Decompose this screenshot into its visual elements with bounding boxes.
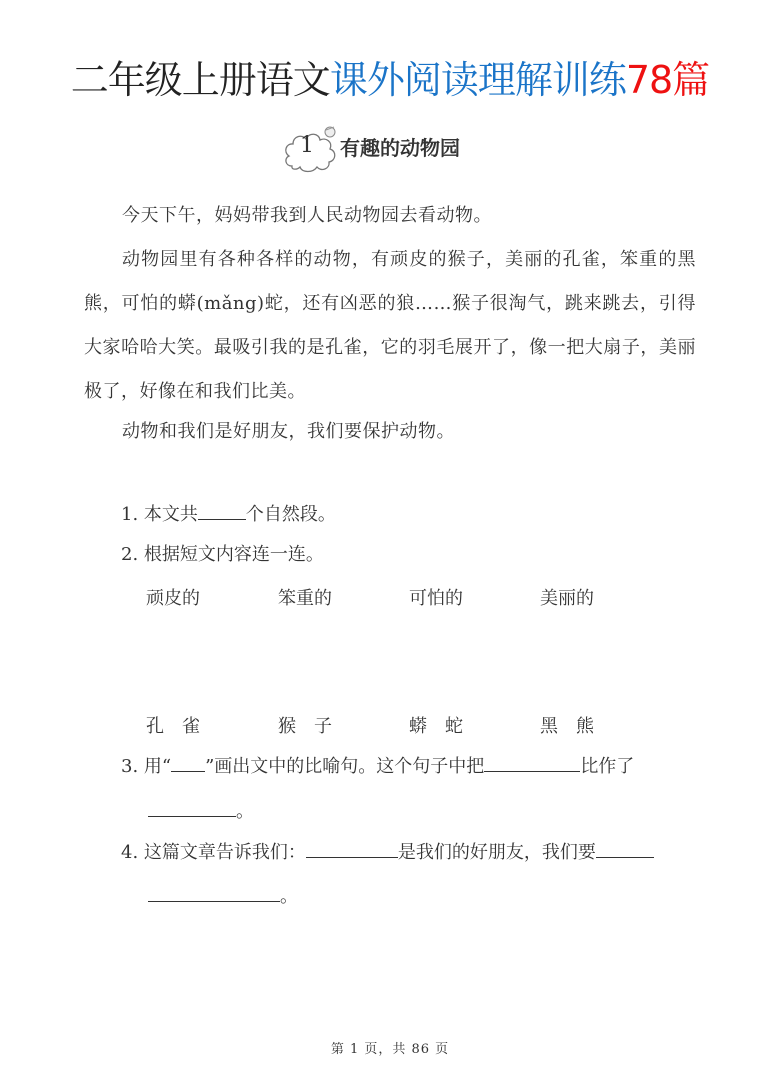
- title-grade: 二年级上册语文: [70, 58, 330, 102]
- question-4: 4. 这篇文章告诉我们： 是我们的好朋友，我们要: [121, 838, 654, 868]
- passage-paragraph-3: 动物和我们是好朋友，我们要保护动物。: [122, 421, 455, 442]
- title-subject: 课外阅读理解训练: [329, 58, 626, 102]
- adjective-2[interactable]: 笨重的: [278, 588, 332, 609]
- lesson-number: 1: [300, 133, 314, 158]
- question-1: 1. 本文共 个自然段。: [121, 500, 336, 530]
- answer-blank-should-do[interactable]: [596, 839, 654, 858]
- adjective-1[interactable]: 顽皮的: [146, 588, 200, 609]
- answer-blank-compared-thing[interactable]: [484, 753, 580, 772]
- animal-4[interactable]: 黑 熊: [540, 716, 594, 737]
- adjective-3[interactable]: 可怕的: [409, 588, 463, 609]
- cloud-badge-icon: [282, 122, 338, 170]
- animal-2[interactable]: 猴 子: [278, 716, 332, 737]
- title-count: 78篇: [625, 58, 710, 102]
- animal-3[interactable]: 蟒 蛇: [409, 716, 463, 737]
- answer-blank-should-do-continued[interactable]: [148, 883, 280, 902]
- answer-blank-friends[interactable]: [306, 839, 398, 858]
- answer-blank-compared-to[interactable]: [148, 798, 236, 817]
- document-title: [0, 55, 780, 105]
- passage-paragraph-2: 动物园里有各种各样的动物，有顽皮的猴子，美丽的孔雀，笨重的黑熊，可怕的蟒(mǎng)蛇，还有凶恶的狼……猴子很淘气，跳来跳去，引得大家哈哈大笑。最吸引我的是孔雀，它的羽毛展开了，像一把大扇子，美丽极了，好像在和我们比美。: [84, 249, 696, 402]
- adjective-4[interactable]: 美丽的: [540, 588, 594, 609]
- question-3: 3. 用“ ”画出文中的比喻句。这个句子中把 比作了: [121, 752, 634, 782]
- lesson-title: 有趣的动物园: [340, 135, 460, 160]
- question-2: 2. 根据短文内容连一连。: [121, 544, 324, 565]
- underline-sample: [171, 753, 205, 772]
- page-number: 第 1 页，共 86 页: [330, 1042, 450, 1057]
- question-4-continued: 。: [148, 882, 298, 912]
- passage-paragraph-1: 今天下午，妈妈带我到人民动物园去看动物。: [122, 205, 492, 226]
- question-3-continued: 。: [148, 797, 254, 827]
- answer-blank-paragraph-count[interactable]: [198, 501, 246, 520]
- animal-1[interactable]: 孔 雀: [146, 716, 200, 737]
- lesson-heading: [282, 118, 460, 174]
